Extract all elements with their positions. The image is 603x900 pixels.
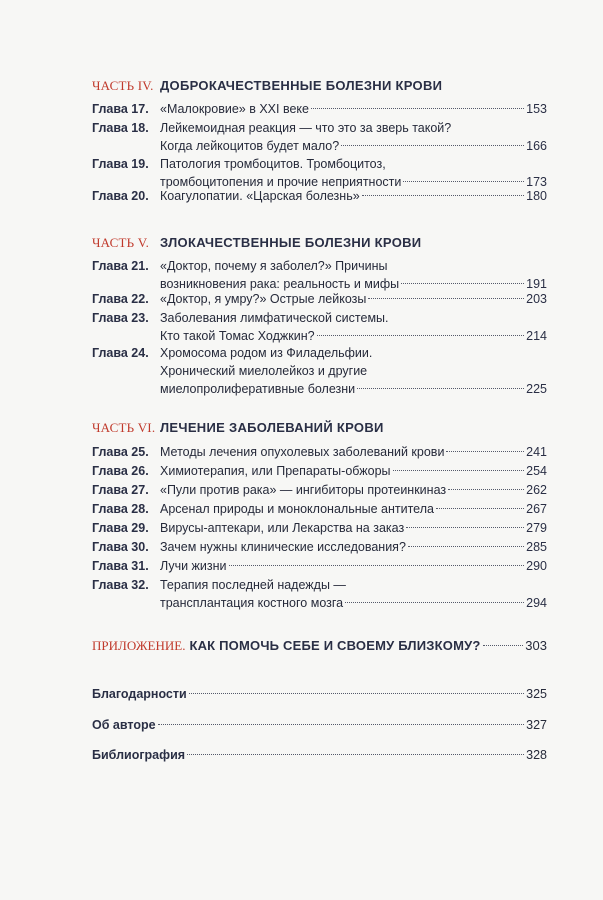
page-number: 173 xyxy=(526,175,547,189)
page-number: 254 xyxy=(526,464,547,478)
chapter-title: Когда лейкоцитов будет мало? xyxy=(160,139,340,153)
page-number: 325 xyxy=(526,687,547,701)
page-number: 285 xyxy=(526,540,547,554)
toc-entry-about-author[interactable] xyxy=(92,716,547,734)
page-number: 290 xyxy=(526,559,547,573)
page-number: 241 xyxy=(526,445,547,459)
chapter-label: Глава 27. xyxy=(92,483,149,497)
chapter-title: Кто такой Томас Ходжкин? xyxy=(160,329,315,343)
back-matter-title: Библиография xyxy=(92,748,186,762)
page-number: 214 xyxy=(526,329,547,343)
chapter-title: Химиотерапия, или Препараты-обжоры xyxy=(160,464,391,478)
part-6-title: ЛЕЧЕНИЕ ЗАБОЛЕВАНИЙ КРОВИ xyxy=(160,420,384,435)
page-number: 153 xyxy=(526,102,547,116)
chapter-title: Коагулопатии. «Царская болезнь» xyxy=(160,189,360,203)
chapter-label: Глава 18. xyxy=(92,121,149,135)
chapter-title-line: Патология тромбоцитов. Тромбоцитоз, xyxy=(160,157,386,171)
chapter-label: Глава 20. xyxy=(92,189,149,203)
chapter-title-line: Хромосома родом из Филадельфии. xyxy=(160,346,373,360)
toc-entry-acknowledgements[interactable] xyxy=(92,685,547,703)
page-number: 191 xyxy=(526,277,547,291)
appendix-label: ПРИЛОЖЕНИЕ. xyxy=(92,638,186,653)
page-number: 303 xyxy=(525,638,547,653)
chapter-title: возникновения рака: реальность и мифы xyxy=(160,277,400,291)
chapter-label: Глава 21. xyxy=(92,259,149,273)
page-number: 328 xyxy=(526,748,547,762)
chapter-title: миелопролиферативные болезни xyxy=(160,382,356,396)
chapter-label: Глава 22. xyxy=(92,292,149,306)
page-number: 203 xyxy=(526,292,547,306)
part-4-label: ЧАСТЬ IV. xyxy=(92,78,154,93)
chapter-label: Глава 28. xyxy=(92,502,149,516)
chapter-title: «Малокровие» в XXI веке xyxy=(160,102,309,116)
back-matter-title: Об авторе xyxy=(92,718,156,732)
page-number: 279 xyxy=(526,521,547,535)
chapter-title: тромбоцитопения и прочие неприятности xyxy=(160,175,402,189)
chapter-label: Глава 23. xyxy=(92,311,149,325)
chapter-title-line: «Доктор, почему я заболел?» Причины xyxy=(160,259,388,273)
page-number: 294 xyxy=(526,596,547,610)
chapter-title-line: Хронический миелолейкоз и другие xyxy=(160,364,368,378)
page-number: 267 xyxy=(526,502,547,516)
chapter-label: Глава 32. xyxy=(92,578,149,592)
chapter-title: Арсенал природы и моноклональные антитела xyxy=(160,502,434,516)
chapter-label: Глава 17. xyxy=(92,102,149,116)
part-5-label: ЧАСТЬ V. xyxy=(92,235,150,250)
part-6-label: ЧАСТЬ VI. xyxy=(92,420,156,435)
chapter-title: трансплантация костного мозга xyxy=(160,596,344,610)
chapter-title: Методы лечения опухолевых заболеваний крови xyxy=(160,445,445,459)
chapter-title: Зачем нужны клинические исследования? xyxy=(160,540,406,554)
chapter-title-line: Лейкемоидная реакция — что это за зверь такой? xyxy=(160,121,452,135)
part-4-heading xyxy=(92,78,543,94)
part-5-title: ЗЛОКАЧЕСТВЕННЫЕ БОЛЕЗНИ КРОВИ xyxy=(160,235,422,250)
appendix-title: КАК ПОМОЧЬ СЕБЕ И СВОЕМУ БЛИЗКОМУ? xyxy=(189,638,481,653)
chapter-label: Глава 30. xyxy=(92,540,149,554)
chapter-label: Глава 26. xyxy=(92,464,149,478)
chapter-title-line: Заболевания лимфатической системы. xyxy=(160,311,389,325)
page-number: 180 xyxy=(526,189,547,203)
page-number: 225 xyxy=(526,382,547,396)
page-number: 262 xyxy=(526,483,547,497)
toc-entry-appendix[interactable] xyxy=(92,637,547,655)
page-number: 327 xyxy=(526,718,547,732)
chapter-label: Глава 29. xyxy=(92,521,149,535)
page-number: 166 xyxy=(526,139,547,153)
chapter-label: Глава 19. xyxy=(92,157,149,171)
part-6-heading xyxy=(92,420,543,436)
chapter-title: «Доктор, я умру?» Острые лейкозы xyxy=(160,292,367,306)
toc-entry-bibliography[interactable] xyxy=(92,746,547,764)
chapter-title: «Пули против рака» — ингибиторы протеинкиназ xyxy=(160,483,447,497)
chapter-title-line: Терапия последней надежды — xyxy=(160,578,346,592)
part-4-title: ДОБРОКАЧЕСТВЕННЫЕ БОЛЕЗНИ КРОВИ xyxy=(160,78,443,93)
chapter-label: Глава 31. xyxy=(92,559,149,573)
part-5-heading xyxy=(92,235,543,251)
chapter-label: Глава 25. xyxy=(92,445,149,459)
back-matter-title: Благодарности xyxy=(92,687,187,701)
chapter-title: Вирусы-аптекари, или Лекарства на заказ xyxy=(160,521,405,535)
chapter-title: Лучи жизни xyxy=(160,559,227,573)
chapter-label: Глава 24. xyxy=(92,346,149,360)
